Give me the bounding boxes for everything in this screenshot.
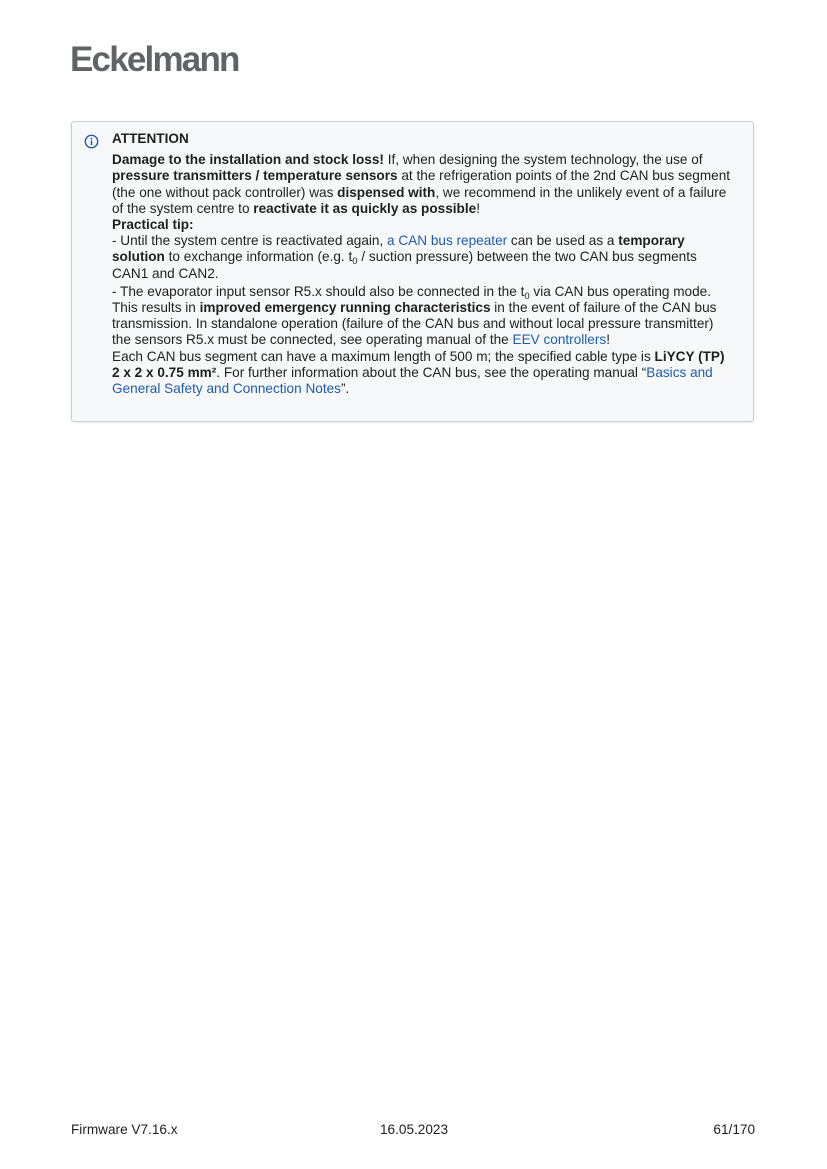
can-bus-repeater-link[interactable]: a CAN bus repeater [387,233,508,249]
info-icon [84,134,99,149]
notice-paragraph-damage: Damage to the installation and stock loss! If, when designing the system technology, the use of pressure transmitters / temperature sensors at the refrigeration points of the 2nd CAN bus segment (the one without pack controller) was dispensed with, we recommend in the unlikely event of a failure of the system centre to reactivate it as quickly as possible! [112,152,731,216]
notice-paragraph-cable: Each CAN bus segment can have a maximum length of 500 m; the specified cable type is LiYCY (TP) 2 x 2 x 0.75 mm². For further information about the CAN bus, see the operating manual “Basics and General Safety and Connection Notes”. [112,348,725,397]
notice-body [112,131,744,397]
footer-page-number: 61/170 [713,1122,755,1137]
practical-tip-heading: Practical tip: [112,217,194,233]
notice-paragraph-repeater: - Until the system centre is reactivated again, a CAN bus repeater can be used as a temporary solution to exchange information (e.g. $t_0$ / suction pressure) between the two CAN bus segments CAN1 and CAN2. [112,233,697,281]
basics-manual-link[interactable]: Basics and [646,364,713,380]
basics-manual-link-continued[interactable]: General Safety and Connection Notes [112,381,341,397]
brand-logo: Eckelmann [70,40,239,79]
notice-title: ATTENTION [112,131,189,146]
footer-firmware-version: Firmware V7.16.x [71,1122,178,1137]
notice-paragraph-sensor: - The evaporator input sensor R5.x should also be connected in the $t_0$ via CAN bus operating mode. This results in improved emergency running characteristics in the event of failure of the CAN bus transmission. In standalone operation (failure of the CAN bus and without local pressure transmitter) the sensors R5.x must be connected, see operating manual of the EEV controllers! [112,283,717,348]
eev-controllers-link[interactable]: EEV controllers [512,332,607,348]
footer-date: 16.05.2023 [380,1122,449,1137]
